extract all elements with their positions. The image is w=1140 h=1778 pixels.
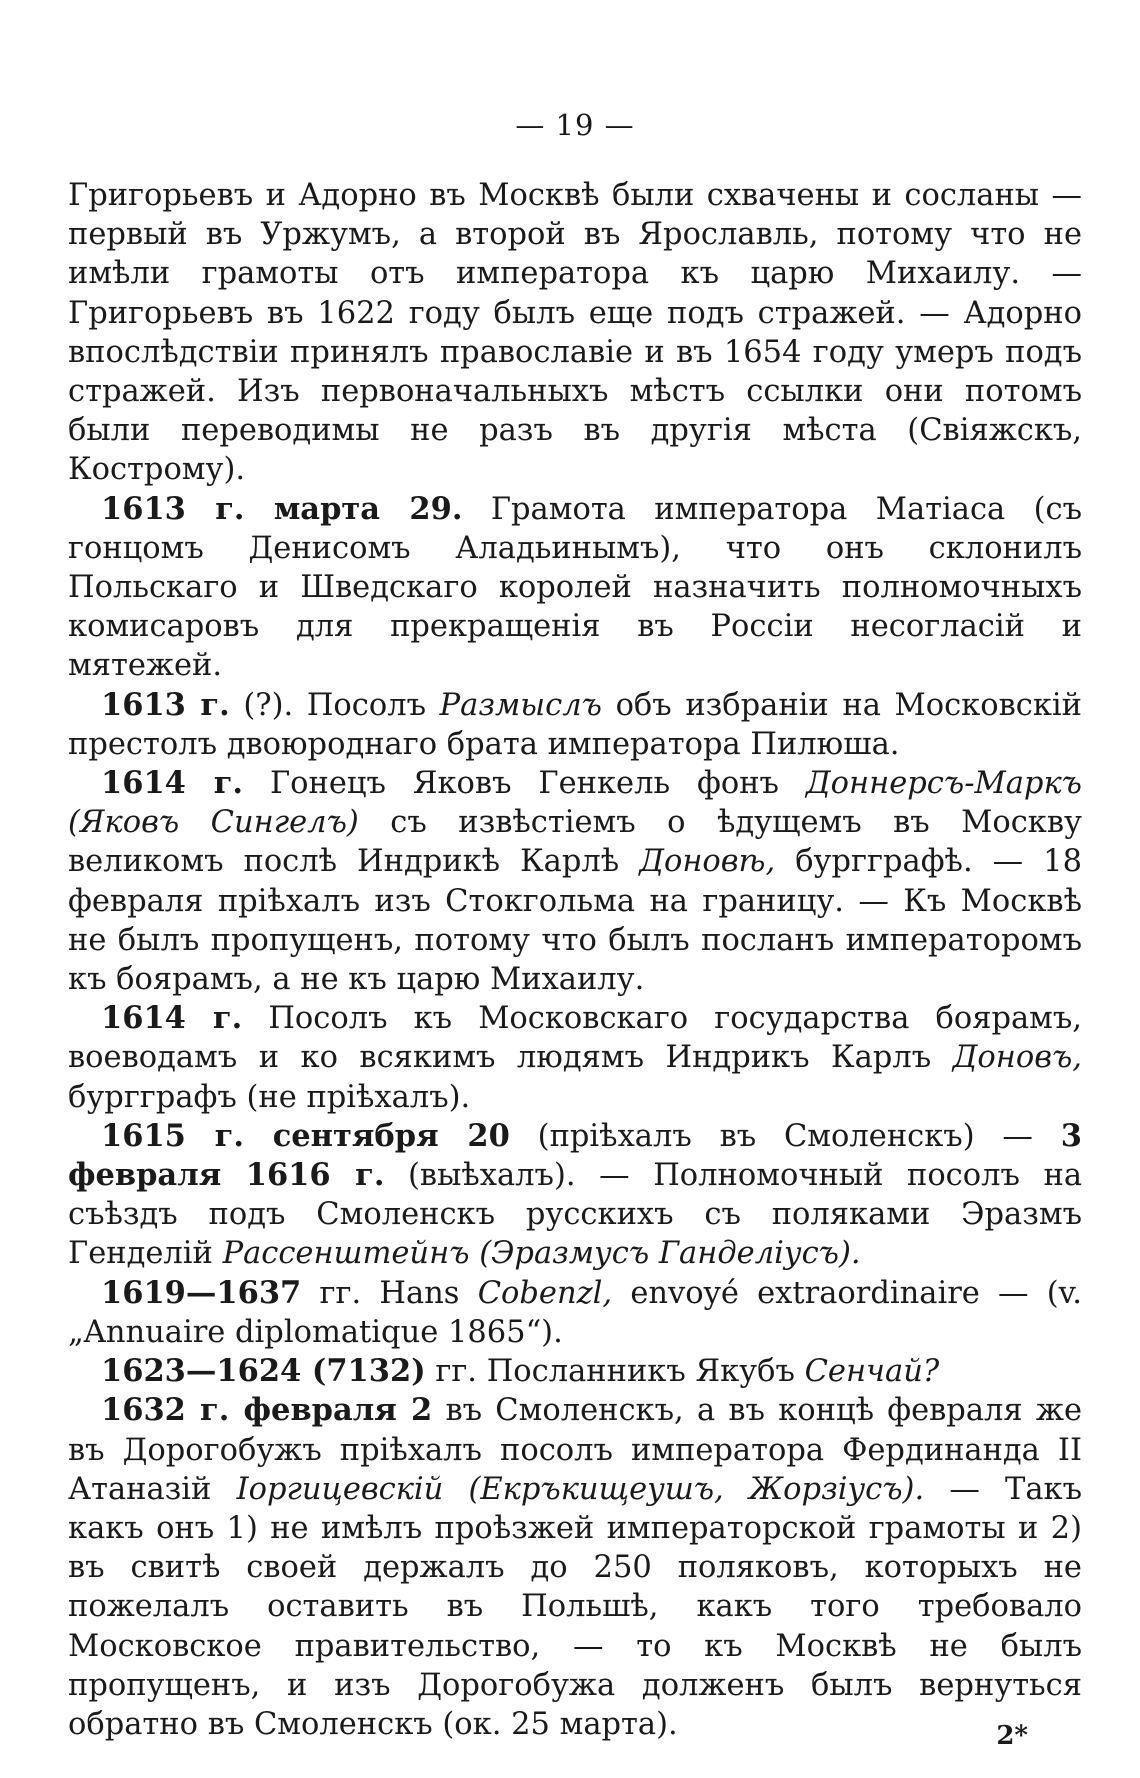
paragraph (68, 764, 1082, 999)
entry-date: 1632 г. февраля 2 (101, 1392, 433, 1429)
paragraph (68, 1391, 1082, 1744)
entry-date: 1615 г. сентября 20 (101, 1117, 510, 1154)
entry-date: 1623—1624 (7132) (101, 1353, 426, 1390)
text-run: Посолъ къ Московскаго государства боярамъ, воеводамъ и ко всякимъ людямъ Индрикъ Карлъ (68, 1001, 1082, 1076)
text-run: объ избраніи на Московскій престолъ двоюроднаго брата императора Пилюша. (68, 687, 1082, 762)
text-run: Гонецъ Яковъ Генкель фонъ (243, 766, 806, 802)
italic-name: Cobenzl, (477, 1275, 613, 1311)
entry-date: 3 февраля 1616 г. (68, 1117, 1082, 1194)
text-run: (выѣхалъ). — Полномочный посолъ на съѣздъ подъ Смоленскъ русскихъ съ поляками Эразмъ Генделій (68, 1158, 1083, 1272)
signature-mark: 2* (996, 1721, 1028, 1751)
italic-name: Доннерсъ-Маркъ (Яковъ Сингелъ) (68, 766, 1082, 841)
page-number: — 19 — (515, 108, 635, 142)
text-run: Григорьевъ и Адорно въ Москвѣ были схвачены и сосланы — первый въ Уржумъ, а второй въ Ярославль, потому что не имѣли грамоты отъ императора къ царю Михаилу. — Григорьевъ въ 1622 году былъ еще подъ стражей. — Адорно впослѣдствіи принялъ православіе и въ 1654 году умеръ подъ стражей. Изъ первоначальныхъ мѣстъ ссылки они потомъ были переводимы не разъ въ другія мѣста (Свіяжскъ, Кострому). (68, 178, 1082, 488)
entry-date: 1614 г. (101, 1000, 243, 1037)
text-run: — Такъ какъ онъ 1) не имѣлъ проѣзжей императорской грамоты и 2) въ свитѣ своей держалъ до 250 поляковъ, которыхъ не пожелалъ оставить въ Польшѣ, какъ того требовало Московское правительство, — то къ Москвѣ не былъ пропущенъ, и изъ Дорогобужа долженъ былъ вернуться обратно въ Смоленскъ (ок. 25 марта). (68, 1471, 1082, 1742)
italic-name: Размыслъ (439, 687, 602, 723)
italic-name: Доновъ, (952, 1040, 1082, 1076)
italic-name: Доновѣ, (639, 844, 776, 880)
entry-date: 1613 г. марта 29. (101, 490, 463, 527)
text-run: съ извѣстіемъ о ѣдущемъ въ Москву великомъ послѣ Индрикѣ Карлѣ (68, 805, 1082, 880)
paragraph (68, 1117, 1082, 1274)
text-run: въ Смоленскъ, а въ концѣ февраля же въ Дорогобужъ пріѣхалъ посолъ императора Фердинанда II Атаназій (68, 1393, 1082, 1507)
italic-name: Іоргицевскій (Екръкищеушъ, Жорзіусъ). (236, 1471, 925, 1507)
text-run: (пріѣхалъ въ Смоленскъ) — (509, 1118, 1061, 1154)
paragraph (68, 1352, 1082, 1391)
entry-date: 1614 г. (101, 765, 244, 802)
text-run: гг. Hans (301, 1275, 478, 1311)
paragraph (68, 490, 1082, 686)
paragraph (68, 999, 1082, 1117)
entry-date: 1613 г. (101, 686, 230, 723)
text-run: бургграфѣ. — 18 февраля пріѣхалъ изъ Стокгольма на границу. — Къ Москвѣ не былъ пропущенъ, потому что былъ посланъ императоромъ къ боярамъ, а не къ царю Михаилу. (68, 844, 1082, 998)
entry-date: 1619—1637 (101, 1274, 302, 1311)
text-run: (?). Посолъ (229, 687, 440, 723)
document-body (68, 176, 1082, 1744)
italic-name: Сенчай? (804, 1354, 940, 1390)
text-run: гг. Посланникъ Якубъ (425, 1354, 805, 1390)
paragraph (68, 686, 1082, 764)
text-run: бургграфъ (не пріѣхалъ). (68, 1079, 471, 1115)
text-run: Грамота императора Матіаса (съ гонцомъ Денисомъ Аладьинымъ), что онъ склонилъ Польскаго и Шведскаго королей назначить полномочныхъ комисаровъ для прекращенія въ Россіи несогласій и мятежей. (68, 491, 1082, 684)
paragraph (68, 1274, 1082, 1352)
paragraph (68, 176, 1082, 490)
text-run: envoyé extraordinaire — (v. „Annuaire diplomatique 1865“). (68, 1275, 1082, 1350)
italic-name: Рассенштейнъ (Эразмусъ Ганделіусъ). (222, 1236, 861, 1272)
